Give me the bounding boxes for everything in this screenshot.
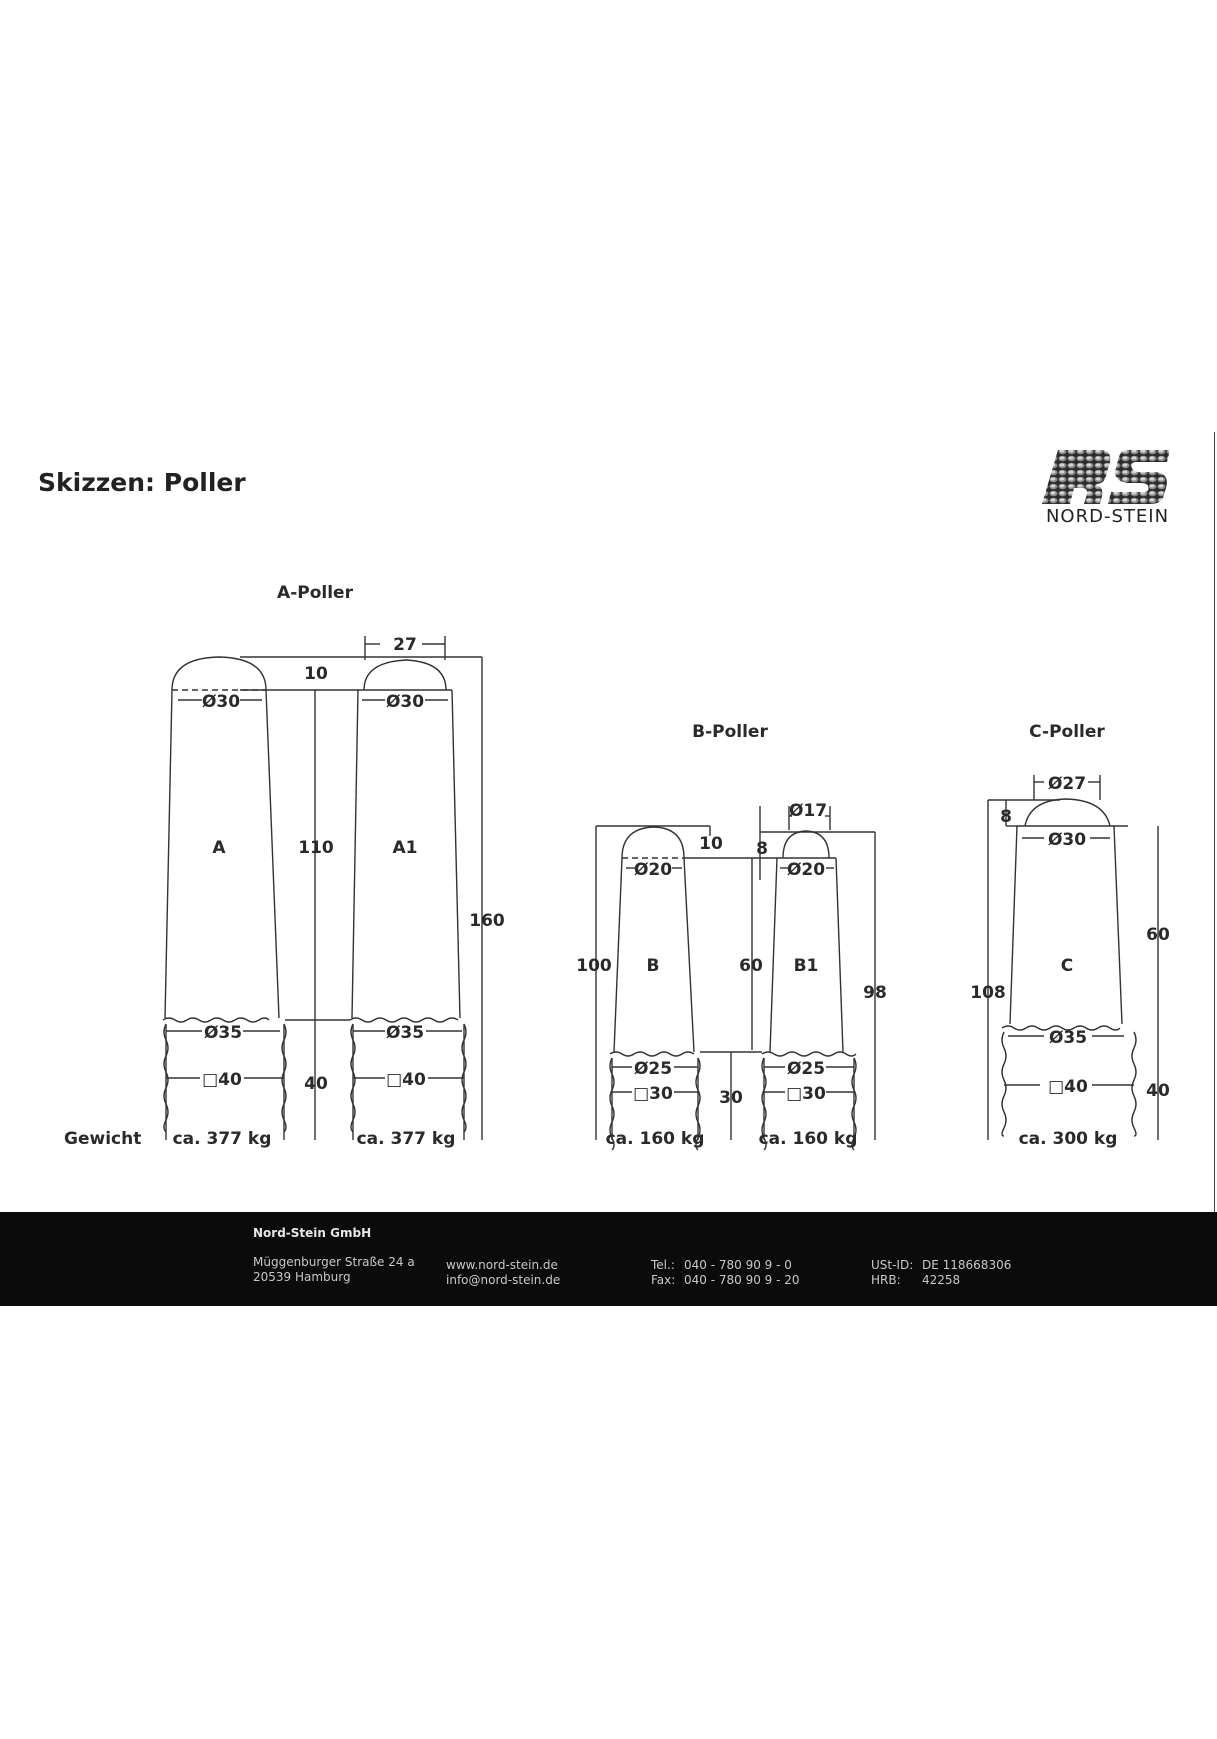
footer-company: Nord-Stein GmbH [253,1226,372,1240]
dim-c-total: 108 [970,983,1006,1003]
footer-address-line2: 20539 Hamburg [253,1270,351,1284]
dim-b-height: 100 [576,956,612,976]
dim-a-total: 160 [469,911,505,931]
bollard-b-top-diameter: Ø20 [633,860,673,880]
dim-a-below: 40 [304,1074,328,1094]
footer-ust-label: USt-ID: [871,1258,914,1272]
footer-tel-label: Tel.: [651,1258,675,1272]
bollard-c-base-diameter: Ø35 [1048,1028,1088,1048]
bollard-b1-cap-width: Ø17 [788,801,828,821]
section-label-b: B-Poller [692,722,768,742]
bollard-b-base-diameter: Ø25 [633,1059,673,1079]
bollard-a-top-diameter: Ø30 [201,692,241,712]
dim-a-cap: 10 [304,664,328,684]
bollard-b-foundation: □30 [633,1084,673,1104]
footer-hrb: 42258 [922,1273,961,1287]
bollard-label-a1: A1 [392,838,418,858]
dim-a-height: 110 [298,838,334,858]
footer-hrb-label: HRB: [871,1273,901,1287]
bollard-a-foundation: □40 [202,1070,242,1090]
bollard-b1-top-diameter: Ø20 [786,860,826,880]
bollard-a1-cap-width: 27 [393,635,417,655]
dim-c-cap: 8 [1000,807,1012,827]
page-footer [0,1212,1217,1306]
dim-b1-total: 98 [863,983,887,1003]
bollard-c-cap-width: Ø27 [1047,774,1087,794]
bollard-a-weight: ca. 377 kg [172,1129,272,1149]
footer-ust: DE 118668306 [922,1258,1012,1272]
dim-b1-height: 60 [739,956,763,976]
bollard-a1-top-diameter: Ø30 [385,692,425,712]
bollard-label-b: B [646,956,660,976]
footer-email-link[interactable]: info@nord-stein.de [446,1273,561,1287]
footer-fax-label: Fax: [651,1273,676,1287]
bollard-c-foundation: □40 [1048,1077,1088,1097]
bollard-a-cap [172,657,266,690]
bollard-label-a: A [212,838,226,858]
dim-b1-cap: 8 [756,839,768,859]
bollard-c-top-diameter: Ø30 [1047,830,1087,850]
page-title: Skizzen: Poller [38,468,246,497]
bollard-label-c: C [1060,956,1074,976]
dim-b-cap: 10 [699,834,723,854]
dim-b-below: 30 [719,1088,743,1108]
footer-web-link[interactable]: www.nord-stein.de [446,1258,558,1272]
footer-tel: 040 - 780 90 9 - 0 [684,1258,792,1272]
logo-wordmark: NORD-STEIN [1045,506,1170,527]
footer-fax: 040 - 780 90 9 - 20 [684,1273,800,1287]
bollard-b1-base-diameter: Ø25 [786,1059,826,1079]
dim-c-height: 60 [1146,925,1170,945]
dim-c-below: 40 [1146,1081,1170,1101]
bollard-b1-foundation: □30 [786,1084,826,1104]
bollard-a1-base-diameter: Ø35 [385,1023,425,1043]
footer-address-line1: Müggenburger Straße 24 a [253,1255,415,1269]
section-label-c: C-Poller [1029,722,1105,742]
weight-label: Gewicht [64,1129,142,1149]
section-label-a: A-Poller [277,583,353,603]
bollard-a1-weight: ca. 377 kg [356,1129,456,1149]
bollard-b1-weight: ca. 160 kg [758,1129,858,1149]
bollard-label-b1: B1 [793,956,819,976]
bollard-a-base-diameter: Ø35 [203,1023,243,1043]
bollard-c-weight: ca. 300 kg [1018,1129,1118,1149]
bollard-a1-foundation: □40 [386,1070,426,1090]
bollard-b-weight: ca. 160 kg [605,1129,705,1149]
